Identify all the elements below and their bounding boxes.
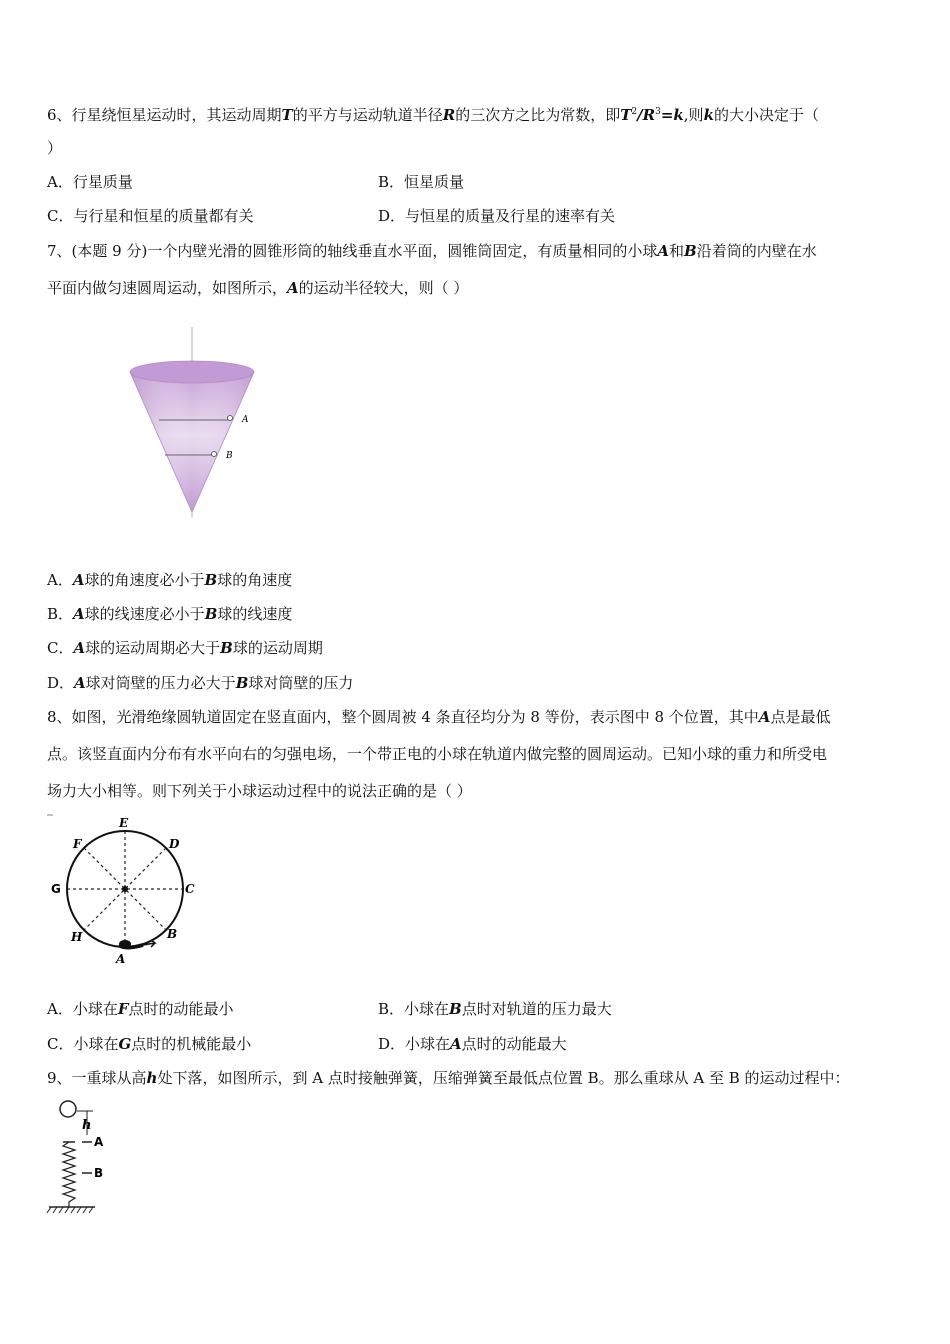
spring-figure (45, 1097, 115, 1217)
point-a: A (116, 952, 126, 966)
q7-option-d[interactable]: D．A球对筒壁的压力必大于B球对筒壁的压力 (47, 674, 354, 692)
q7-option-c[interactable]: C．A球的运动周期必大于B球的运动周期 (47, 639, 323, 657)
q7-stem-line1: 7、(本题 9 分)一个内壁光滑的圆锥形筒的轴线垂直水平面，圆锥筒固定，有质量相同的小球A和B沿着筒的内壁在水 (47, 242, 817, 260)
point-c: C (185, 882, 195, 896)
q8-option-c[interactable]: C．小球在G点时的机械能最小 (47, 1035, 252, 1053)
point-g: G (51, 882, 61, 896)
q8-stem-line2: 点。该竖直面内分布有水平向右的匀强电场，一个带正电的小球在轨道内做完整的圆周运动。已知小球的重力和所受电 (47, 745, 828, 763)
spring (63, 1142, 75, 1207)
q6-stem-line2: ） (47, 139, 63, 157)
q6-option-b[interactable]: B．恒星质量 (378, 173, 465, 191)
q8-stem-line1: 8、如图，光滑绝缘圆轨道固定在竖直面内，整个圆周被 4 条直径均分为 8 等份，表示图中 8 个位置，其中A点是最低 (47, 708, 831, 726)
ball-a (228, 416, 233, 421)
q6-option-a[interactable]: A．行星质量 (47, 173, 133, 191)
center-point (122, 886, 128, 892)
cone-rim (130, 361, 254, 383)
q8-option-a[interactable]: A．小球在F点时的动能最小 (47, 1000, 234, 1018)
point-b: B (167, 927, 178, 941)
q6-option-d[interactable]: D．与恒星的质量及行星的速率有关 (378, 207, 616, 225)
heavy-ball (60, 1101, 76, 1117)
label-a: A (242, 415, 249, 425)
q8-stem-line3: 场力大小相等。则下列关于小球运动过程中的说法正确的是（ ） (47, 782, 472, 800)
point-a-label: A (94, 1135, 104, 1149)
q9-stem-line1: 9、一重球从高h处下落，如图所示，到 A 点时接触弹簧，压缩弹簧至最低点位置 B。那么重球从 A 至 B 的运动过程中： (47, 1069, 850, 1087)
ball-b (212, 452, 217, 457)
q7-option-a[interactable]: A．A球的角速度必小于B球的角速度 (47, 571, 293, 589)
circle-track-figure (45, 812, 205, 967)
q8-option-b[interactable]: B．小球在B点时对轨道的压力最大 (378, 1000, 612, 1018)
height-h: h (82, 1118, 92, 1133)
point-h: H (71, 930, 83, 944)
label-b: B (226, 451, 233, 461)
point-d: D (169, 837, 180, 851)
q7-stem-line2: 平面内做匀速圆周运动，如图所示，A的运动半径较大，则（ ） (47, 279, 469, 297)
q6-option-c[interactable]: C．与行星和恒星的质量都有关 (47, 207, 254, 225)
q7-option-b[interactable]: B．A球的线速度必小于B球的线速度 (47, 605, 293, 623)
point-f: F (73, 837, 82, 851)
cone-figure (120, 325, 270, 520)
ball (119, 940, 131, 948)
q8-option-d[interactable]: D．小球在A点时的动能最大 (378, 1035, 567, 1053)
point-e: E (119, 816, 129, 830)
q6-stem-line1: 6、行星绕恒星运动时，其运动周期T的平方与运动轨道半径R的三次方之比为常数，即$T^2/R^3=k$,则k的大小决定于（ (47, 106, 819, 124)
point-b-label: B (94, 1166, 104, 1180)
